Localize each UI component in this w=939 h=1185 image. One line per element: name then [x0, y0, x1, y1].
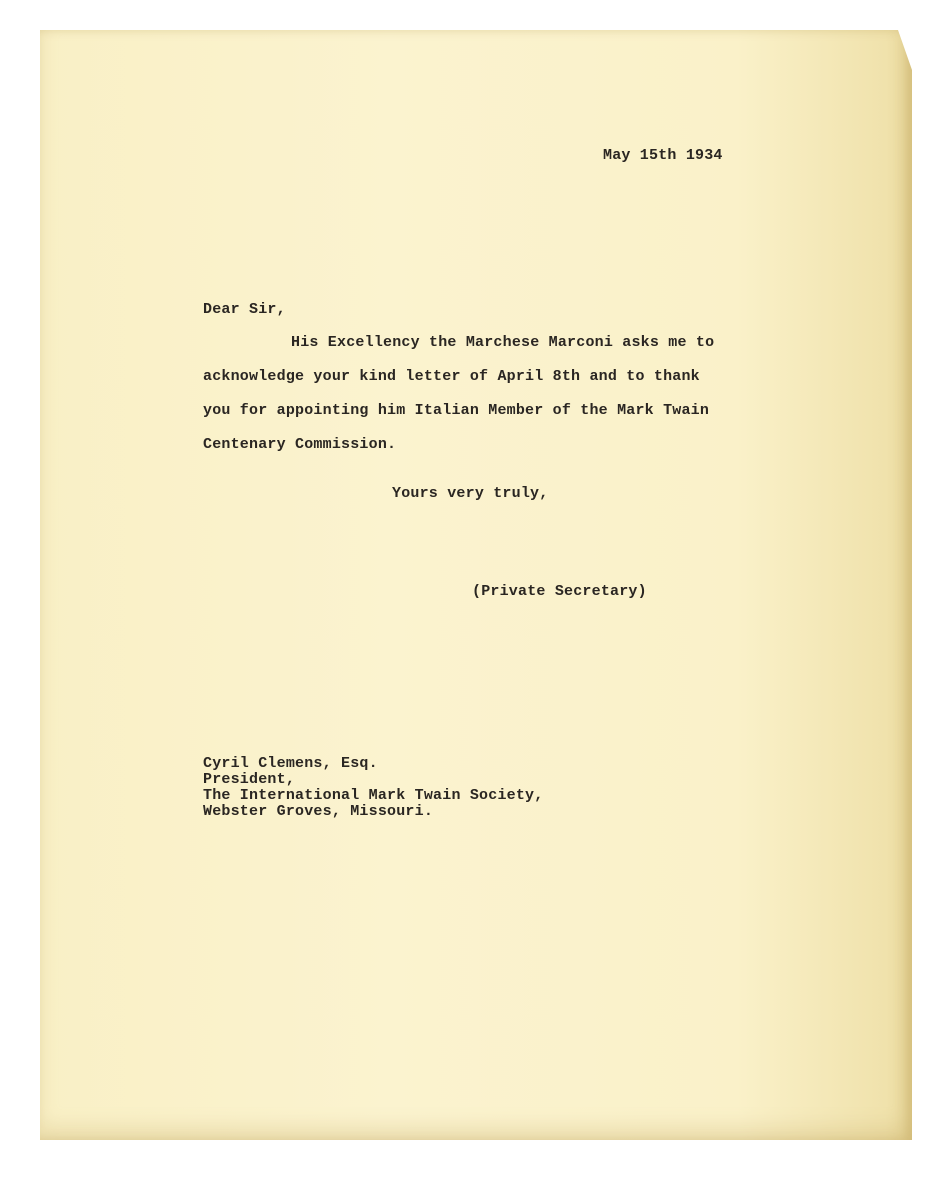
body-line-1: His Excellency the Marchese Marconi asks me to	[291, 334, 715, 351]
recipient-location: Webster Groves, Missouri.	[203, 803, 434, 820]
recipient-title: President,	[203, 771, 296, 788]
body-line-3: you for appointing him Italian Member of the Mark Twain	[203, 402, 710, 419]
salutation: Dear Sir,	[203, 301, 286, 318]
body-line-4: Centenary Commission.	[203, 436, 397, 453]
closing: Yours very truly,	[392, 485, 549, 502]
recipient-organization: The International Mark Twain Society,	[203, 787, 544, 804]
page-corner-fold	[898, 30, 912, 70]
signature-title: (Private Secretary)	[472, 583, 647, 600]
body-line-2: acknowledge your kind letter of April 8th and to thank	[203, 368, 700, 385]
recipient-name: Cyril Clemens, Esq.	[203, 755, 378, 772]
letter-date: May 15th 1934	[603, 147, 723, 164]
